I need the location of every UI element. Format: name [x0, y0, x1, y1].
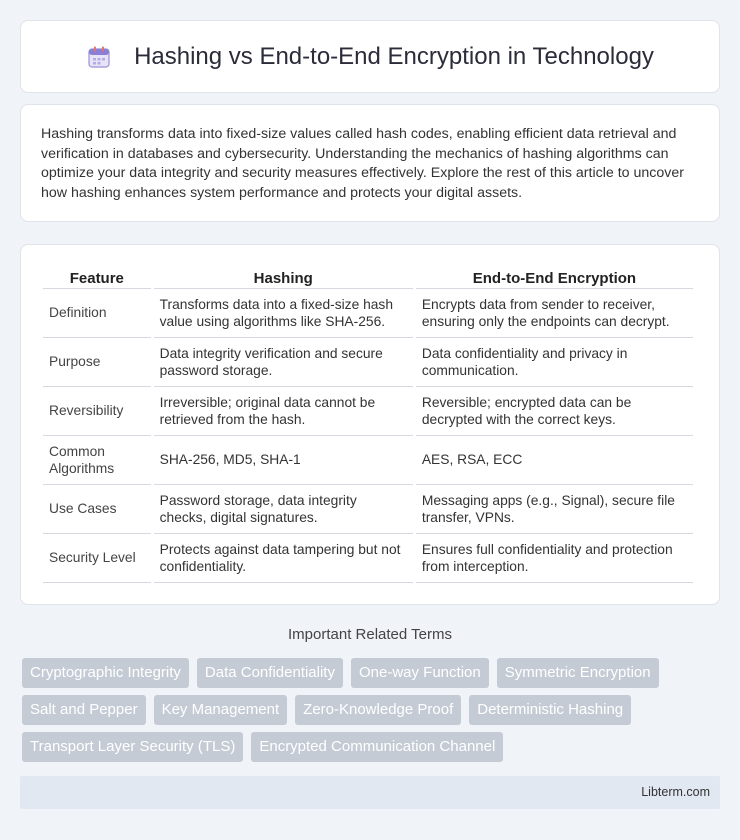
related-term-tag[interactable]: Zero-Knowledge Proof	[295, 695, 461, 725]
row-hashing: Protects against data tampering but not confidentiality.	[154, 534, 413, 583]
row-feature: Purpose	[43, 338, 151, 387]
table-row	[43, 289, 693, 338]
row-hashing: SHA-256, MD5, SHA-1	[154, 436, 413, 485]
related-term-tag[interactable]: Symmetric Encryption	[497, 658, 659, 688]
row-e2e: Encrypts data from sender to receiver, ensuring only the endpoints can decrypt.	[416, 289, 693, 338]
intro-card	[20, 104, 720, 222]
table-row	[43, 436, 693, 485]
related-term-tag[interactable]: Key Management	[154, 695, 288, 725]
row-hashing: Password storage, data integrity checks, digital signatures.	[154, 485, 413, 534]
header-e2e: End-to-End Encryption	[416, 265, 693, 289]
comparison-card	[20, 244, 720, 605]
related-term-tag[interactable]: Cryptographic Integrity	[22, 658, 189, 688]
page-title: Hashing vs End-to-End Encryption in Technology	[134, 42, 654, 70]
comparison-table	[40, 265, 696, 583]
related-term-tag[interactable]: Transport Layer Security (TLS)	[22, 732, 243, 762]
related-term-tag[interactable]: Salt and Pepper	[22, 695, 146, 725]
table-header-row	[43, 265, 693, 289]
footer	[20, 776, 720, 809]
table-row	[43, 387, 693, 436]
related-terms-list	[22, 658, 722, 762]
row-feature: Definition	[43, 289, 151, 338]
row-e2e: AES, RSA, ECC	[416, 436, 693, 485]
calendar-icon	[86, 44, 112, 70]
intro-paragraph: Hashing transforms data into fixed-size values called hash codes, enabling efficient data retrieval and verification in databases and cybersecurity. Understanding the mechanics of hashing algorithms can optimize your data integrity and security measures effectively. Explore the rest of this article to uncover how hashing enhances system performance and protects your digital assets.	[41, 126, 684, 201]
related-term-tag[interactable]: One-way Function	[351, 658, 489, 688]
table-row	[43, 534, 693, 583]
row-e2e: Messaging apps (e.g., Signal), secure file transfer, VPNs.	[416, 485, 693, 534]
footer-site-link[interactable]: Libterm.com	[641, 785, 710, 799]
row-hashing: Data integrity verification and secure password storage.	[154, 338, 413, 387]
header-hashing: Hashing	[154, 265, 413, 289]
row-hashing: Irreversible; original data cannot be retrieved from the hash.	[154, 387, 413, 436]
row-feature: Common Algorithms	[43, 436, 151, 485]
table-row	[43, 338, 693, 387]
table-row	[43, 485, 693, 534]
row-feature: Security Level	[43, 534, 151, 583]
related-term-tag[interactable]: Data Confidentiality	[197, 658, 343, 688]
row-e2e: Data confidentiality and privacy in communication.	[416, 338, 693, 387]
related-term-tag[interactable]: Encrypted Communication Channel	[251, 732, 503, 762]
related-terms-title: Important Related Terms	[288, 626, 452, 643]
row-e2e: Reversible; encrypted data can be decrypted with the correct keys.	[416, 387, 693, 436]
header-card	[20, 20, 720, 93]
header-feature: Feature	[43, 265, 151, 289]
row-e2e: Ensures full confidentiality and protection from interception.	[416, 534, 693, 583]
related-term-tag[interactable]: Deterministic Hashing	[469, 695, 631, 725]
row-feature: Reversibility	[43, 387, 151, 436]
row-hashing: Transforms data into a fixed-size hash value using algorithms like SHA-256.	[154, 289, 413, 338]
row-feature: Use Cases	[43, 485, 151, 534]
